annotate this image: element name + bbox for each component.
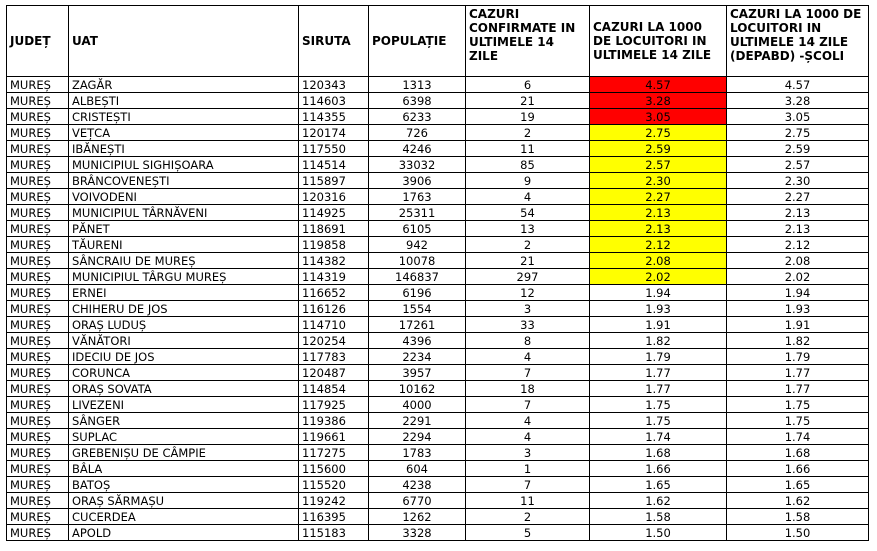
cell-rata-scoli: 1.79 [727,349,869,365]
cell-rata-scoli: 2.08 [727,253,869,269]
cell-rata: 1.77 [590,381,727,397]
cell-rata-scoli: 2.12 [727,237,869,253]
table-row [7,509,869,525]
cell-populatie: 1783 [369,445,466,461]
cell-siruta: 120316 [299,189,369,205]
cell-populatie: 6398 [369,93,466,109]
cell-rata: 1.93 [590,301,727,317]
cell-siruta: 114514 [299,157,369,173]
cell-judet: MUREȘ [7,317,69,333]
header-rata: CAZURI LA 1000 DE LOCUITORI IN ULTIMELE 14 ZILE [590,6,727,77]
cases-table [6,5,869,541]
cell-rata: 1.66 [590,461,727,477]
cell-cazuri: 11 [466,493,590,509]
cell-rata: 1.77 [590,365,727,381]
cell-uat: SÂNGER [69,413,299,429]
cell-judet: MUREȘ [7,93,69,109]
cell-rata-scoli: 2.59 [727,141,869,157]
cell-rata-scoli: 1.91 [727,317,869,333]
table-row [7,477,869,493]
cell-siruta: 117275 [299,445,369,461]
cell-rata-scoli: 2.30 [727,173,869,189]
cell-uat: ERNEI [69,285,299,301]
cell-populatie: 3906 [369,173,466,189]
cell-rata-scoli: 1.66 [727,461,869,477]
cell-cazuri: 7 [466,365,590,381]
cell-rata-scoli: 2.13 [727,205,869,221]
cell-judet: MUREȘ [7,493,69,509]
cell-siruta: 114603 [299,93,369,109]
cell-rata: 1.75 [590,397,727,413]
cell-rata-scoli: 1.77 [727,365,869,381]
cell-populatie: 1313 [369,77,466,93]
cell-judet: MUREȘ [7,157,69,173]
cell-populatie: 4246 [369,141,466,157]
cell-uat: IBĂNEȘTI [69,141,299,157]
cell-judet: MUREȘ [7,381,69,397]
table-row [7,205,869,221]
table-row [7,429,869,445]
cell-siruta: 120343 [299,77,369,93]
table-row [7,157,869,173]
cell-rata: 1.58 [590,509,727,525]
table-row [7,221,869,237]
cell-judet: MUREȘ [7,397,69,413]
header-populatie: POPULAȚIE [369,6,466,77]
cell-populatie: 4238 [369,477,466,493]
cell-populatie: 3957 [369,365,466,381]
cell-rata: 2.12 [590,237,727,253]
cell-siruta: 115600 [299,461,369,477]
cell-populatie: 604 [369,461,466,477]
cell-rata: 1.68 [590,445,727,461]
cell-populatie: 3328 [369,525,466,541]
cell-cazuri: 85 [466,157,590,173]
table-row [7,301,869,317]
cell-cazuri: 21 [466,93,590,109]
cell-siruta: 117550 [299,141,369,157]
table-body [7,77,869,541]
cell-siruta: 119386 [299,413,369,429]
cell-siruta: 114355 [299,109,369,125]
cell-judet: MUREȘ [7,221,69,237]
cell-populatie: 2234 [369,349,466,365]
cell-cazuri: 2 [466,237,590,253]
cell-rata-scoli: 1.65 [727,477,869,493]
cell-populatie: 1262 [369,509,466,525]
header-siruta: SIRUTA [299,6,369,77]
cell-siruta: 120254 [299,333,369,349]
cell-siruta: 115897 [299,173,369,189]
cell-siruta: 116395 [299,509,369,525]
cell-judet: MUREȘ [7,285,69,301]
cell-rata: 1.82 [590,333,727,349]
cell-uat: PĂNET [69,221,299,237]
cell-rata: 2.57 [590,157,727,173]
cell-rata: 1.75 [590,413,727,429]
cell-rata: 2.27 [590,189,727,205]
cell-siruta: 114854 [299,381,369,397]
cell-cazuri: 3 [466,301,590,317]
cell-uat: BRÂNCOVENEȘTI [69,173,299,189]
cell-cazuri: 7 [466,397,590,413]
cell-rata: 1.94 [590,285,727,301]
cell-rata-scoli: 1.68 [727,445,869,461]
cell-cazuri: 1 [466,461,590,477]
table-row [7,189,869,205]
cell-rata-scoli: 3.05 [727,109,869,125]
table-row [7,397,869,413]
cell-uat: CORUNCA [69,365,299,381]
table-row [7,413,869,429]
cell-cazuri: 297 [466,269,590,285]
table-row [7,461,869,477]
cell-cazuri: 2 [466,125,590,141]
cell-rata-scoli: 2.27 [727,189,869,205]
cell-uat: IDECIU DE JOS [69,349,299,365]
cell-judet: MUREȘ [7,269,69,285]
cell-judet: MUREȘ [7,109,69,125]
cell-cazuri: 11 [466,141,590,157]
cell-rata-scoli: 3.28 [727,93,869,109]
cell-siruta: 119858 [299,237,369,253]
cell-cazuri: 6 [466,77,590,93]
cell-siruta: 119661 [299,429,369,445]
cell-cazuri: 4 [466,189,590,205]
cell-siruta: 115183 [299,525,369,541]
cell-rata-scoli: 1.75 [727,413,869,429]
cell-populatie: 942 [369,237,466,253]
header-row [7,6,869,77]
cell-cazuri: 7 [466,477,590,493]
table-row [7,349,869,365]
cell-siruta: 114710 [299,317,369,333]
table-row [7,237,869,253]
table-row [7,125,869,141]
cell-siruta: 116652 [299,285,369,301]
cell-rata: 2.13 [590,205,727,221]
cell-rata: 1.91 [590,317,727,333]
cell-cazuri: 21 [466,253,590,269]
cell-judet: MUREȘ [7,509,69,525]
cell-cazuri: 54 [466,205,590,221]
cell-rata-scoli: 1.62 [727,493,869,509]
cell-populatie: 6770 [369,493,466,509]
cell-populatie: 4396 [369,333,466,349]
cell-uat: ZAGĂR [69,77,299,93]
cell-populatie: 10162 [369,381,466,397]
cell-cazuri: 19 [466,109,590,125]
cell-uat: ORAȘ LUDUȘ [69,317,299,333]
cell-judet: MUREȘ [7,141,69,157]
cell-judet: MUREȘ [7,237,69,253]
table-row [7,173,869,189]
cell-siruta: 117783 [299,349,369,365]
cell-populatie: 10078 [369,253,466,269]
cell-cazuri: 12 [466,285,590,301]
cell-rata-scoli: 1.93 [727,301,869,317]
cell-rata-scoli: 2.75 [727,125,869,141]
cell-populatie: 1554 [369,301,466,317]
cell-cazuri: 4 [466,349,590,365]
cell-siruta: 118691 [299,221,369,237]
cell-cazuri: 8 [466,333,590,349]
cell-rata-scoli: 2.57 [727,157,869,173]
cell-rata: 1.65 [590,477,727,493]
cell-judet: MUREȘ [7,125,69,141]
cell-uat: TĂURENI [69,237,299,253]
cell-rata-scoli: 1.82 [727,333,869,349]
cell-uat: GREBENIȘU DE CÂMPIE [69,445,299,461]
table-row [7,381,869,397]
cell-judet: MUREȘ [7,349,69,365]
cell-judet: MUREȘ [7,477,69,493]
cell-rata-scoli: 1.74 [727,429,869,445]
cell-uat: MUNICIPIUL SIGHIȘOARA [69,157,299,173]
cell-uat: ALBEȘTI [69,93,299,109]
cases-table-container [6,5,869,541]
cell-siruta: 120487 [299,365,369,381]
table-row [7,269,869,285]
cell-cazuri: 5 [466,525,590,541]
cell-uat: SÂNCRAIU DE MUREȘ [69,253,299,269]
cell-populatie: 25311 [369,205,466,221]
cell-judet: MUREȘ [7,365,69,381]
cell-rata: 2.75 [590,125,727,141]
cell-rata: 2.08 [590,253,727,269]
table-row [7,525,869,541]
cell-uat: LIVEZENI [69,397,299,413]
cell-cazuri: 2 [466,509,590,525]
cell-judet: MUREȘ [7,77,69,93]
cell-rata-scoli: 4.57 [727,77,869,93]
cell-cazuri: 13 [466,221,590,237]
cell-siruta: 116126 [299,301,369,317]
cell-populatie: 17261 [369,317,466,333]
cell-uat: MUNICIPIUL TÂRGU MUREȘ [69,269,299,285]
cell-rata: 1.50 [590,525,727,541]
cell-populatie: 146837 [369,269,466,285]
cell-uat: CUCERDEA [69,509,299,525]
cell-uat: VĂNĂTORI [69,333,299,349]
cell-rata-scoli: 2.13 [727,221,869,237]
table-row [7,285,869,301]
table-row [7,317,869,333]
cell-populatie: 4000 [369,397,466,413]
cell-uat: ORAȘ SĂRMAȘU [69,493,299,509]
cell-populatie: 1763 [369,189,466,205]
cell-populatie: 6105 [369,221,466,237]
cell-rata-scoli: 1.94 [727,285,869,301]
cell-rata-scoli: 2.02 [727,269,869,285]
cell-siruta: 119242 [299,493,369,509]
cell-cazuri: 18 [466,381,590,397]
cell-siruta: 114925 [299,205,369,221]
cell-rata: 1.74 [590,429,727,445]
table-row [7,445,869,461]
cell-uat: ORAȘ SOVATA [69,381,299,397]
cell-siruta: 114382 [299,253,369,269]
cell-rata: 1.62 [590,493,727,509]
table-row [7,493,869,509]
cell-judet: MUREȘ [7,525,69,541]
cell-rata-scoli: 1.50 [727,525,869,541]
header-rata-scoli: CAZURI LA 1000 DE LOCUITORI IN ULTIMELE 14 ZILE (DEPABD) -ȘCOLI [727,6,869,77]
table-row [7,333,869,349]
cell-judet: MUREȘ [7,189,69,205]
cell-rata-scoli: 1.58 [727,509,869,525]
table-row [7,365,869,381]
cell-uat: BATOȘ [69,477,299,493]
header-judet: JUDEȚ [7,6,69,77]
cell-cazuri: 3 [466,445,590,461]
cell-rata: 2.30 [590,173,727,189]
cell-siruta: 120174 [299,125,369,141]
cell-uat: APOLD [69,525,299,541]
cell-populatie: 33032 [369,157,466,173]
header-uat: UAT [69,6,299,77]
cell-uat: VEȚCA [69,125,299,141]
table-row [7,109,869,125]
cell-siruta: 117925 [299,397,369,413]
cell-cazuri: 33 [466,317,590,333]
header-cazuri: CAZURI CONFIRMATE IN ULTIMELE 14 ZILE [466,6,590,77]
cell-rata: 3.28 [590,93,727,109]
cell-judet: MUREȘ [7,333,69,349]
cell-rata: 2.02 [590,269,727,285]
cell-populatie: 6233 [369,109,466,125]
cell-populatie: 2294 [369,429,466,445]
cell-uat: CHIHERU DE JOS [69,301,299,317]
cell-judet: MUREȘ [7,461,69,477]
cell-rata: 3.05 [590,109,727,125]
cell-uat: SUPLAC [69,429,299,445]
cell-uat: BÂLA [69,461,299,477]
cell-rata: 4.57 [590,77,727,93]
cell-uat: MUNICIPIUL TÂRNĂVENI [69,205,299,221]
cell-judet: MUREȘ [7,413,69,429]
cell-rata: 2.13 [590,221,727,237]
table-row [7,93,869,109]
cell-cazuri: 4 [466,413,590,429]
cell-cazuri: 4 [466,429,590,445]
cell-siruta: 115520 [299,477,369,493]
cell-uat: VOIVODENI [69,189,299,205]
cell-judet: MUREȘ [7,253,69,269]
cell-rata: 1.79 [590,349,727,365]
cell-judet: MUREȘ [7,429,69,445]
cell-rata: 2.59 [590,141,727,157]
cell-populatie: 2291 [369,413,466,429]
cell-judet: MUREȘ [7,173,69,189]
cell-populatie: 726 [369,125,466,141]
cell-cazuri: 9 [466,173,590,189]
table-row [7,77,869,93]
cell-populatie: 6196 [369,285,466,301]
cell-uat: CRISTEȘTI [69,109,299,125]
cell-judet: MUREȘ [7,205,69,221]
cell-rata-scoli: 1.77 [727,381,869,397]
table-row [7,141,869,157]
cell-judet: MUREȘ [7,445,69,461]
cell-siruta: 114319 [299,269,369,285]
table-row [7,253,869,269]
cell-judet: MUREȘ [7,301,69,317]
cell-rata-scoli: 1.75 [727,397,869,413]
